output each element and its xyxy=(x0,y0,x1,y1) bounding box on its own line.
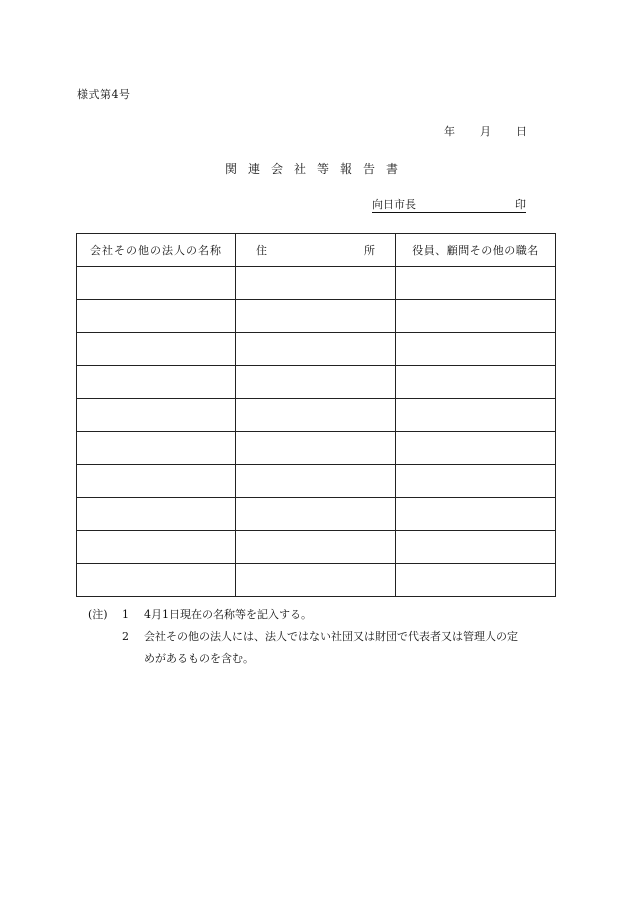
role-cell[interactable] xyxy=(396,564,556,597)
role-cell[interactable] xyxy=(396,498,556,531)
role-cell[interactable] xyxy=(396,465,556,498)
header-company-name-label: 会社その他の法人の名称 xyxy=(90,244,222,257)
note-text-1: 4月1日現在の名称等を記入する。 xyxy=(144,608,312,621)
company-name-cell[interactable] xyxy=(77,366,236,399)
header-role-label: 役員、顧問その他の職名 xyxy=(412,244,539,257)
table-row xyxy=(77,564,556,597)
company-name-cell[interactable] xyxy=(77,531,236,564)
addressee-line xyxy=(372,198,526,213)
note-item-1 xyxy=(88,604,558,626)
note-item-2 xyxy=(88,626,558,648)
note-number-1: 1 xyxy=(122,608,129,621)
addressee-name: 向日市長 xyxy=(372,198,416,211)
note-number-2: 2 xyxy=(122,630,129,643)
month-label: 月 xyxy=(480,125,491,138)
table-body xyxy=(77,267,556,597)
document-title: 関連会社等報告書 xyxy=(225,162,410,176)
address-cell[interactable] xyxy=(236,564,396,597)
header-address xyxy=(236,234,396,267)
table-row xyxy=(77,465,556,498)
role-cell[interactable] xyxy=(396,300,556,333)
company-name-cell[interactable] xyxy=(77,432,236,465)
company-name-cell[interactable] xyxy=(77,333,236,366)
table-row xyxy=(77,432,556,465)
table-row xyxy=(77,531,556,564)
address-cell[interactable] xyxy=(236,432,396,465)
role-cell[interactable] xyxy=(396,432,556,465)
notes-label: (注) xyxy=(88,608,108,621)
table-row xyxy=(77,399,556,432)
header-role xyxy=(396,234,556,267)
address-cell[interactable] xyxy=(236,333,396,366)
table-row xyxy=(77,267,556,300)
company-name-cell[interactable] xyxy=(77,399,236,432)
date-line xyxy=(444,123,527,139)
table-row xyxy=(77,498,556,531)
seal-mark: 印 xyxy=(515,198,526,211)
address-cell[interactable] xyxy=(236,267,396,300)
header-company-name xyxy=(77,234,236,267)
table-row xyxy=(77,300,556,333)
table-header-row xyxy=(77,234,556,267)
note-text-2: 会社その他の法人には、法人ではない社団又は財団で代表者又は管理人の定 xyxy=(144,630,518,643)
address-cell[interactable] xyxy=(236,465,396,498)
role-cell[interactable] xyxy=(396,531,556,564)
address-cell[interactable] xyxy=(236,399,396,432)
table-row xyxy=(77,366,556,399)
company-name-cell[interactable] xyxy=(77,564,236,597)
address-cell[interactable] xyxy=(236,300,396,333)
year-label: 年 xyxy=(444,125,455,138)
header-address-left: 住 xyxy=(256,244,267,257)
company-name-cell[interactable] xyxy=(77,465,236,498)
role-cell[interactable] xyxy=(396,366,556,399)
company-name-cell[interactable] xyxy=(77,498,236,531)
table-row xyxy=(77,333,556,366)
company-name-cell[interactable] xyxy=(77,300,236,333)
company-name-cell[interactable] xyxy=(77,267,236,300)
related-companies-table xyxy=(76,233,556,597)
note-text-2-continuation: めがあるものを含む。 xyxy=(144,652,254,665)
notes-section xyxy=(88,604,558,670)
role-cell[interactable] xyxy=(396,399,556,432)
address-cell[interactable] xyxy=(236,498,396,531)
role-cell[interactable] xyxy=(396,267,556,300)
address-cell[interactable] xyxy=(236,366,396,399)
day-label: 日 xyxy=(516,125,527,138)
address-cell[interactable] xyxy=(236,531,396,564)
form-number: 様式第4号 xyxy=(77,88,131,101)
header-address-right: 所 xyxy=(364,244,375,257)
role-cell[interactable] xyxy=(396,333,556,366)
